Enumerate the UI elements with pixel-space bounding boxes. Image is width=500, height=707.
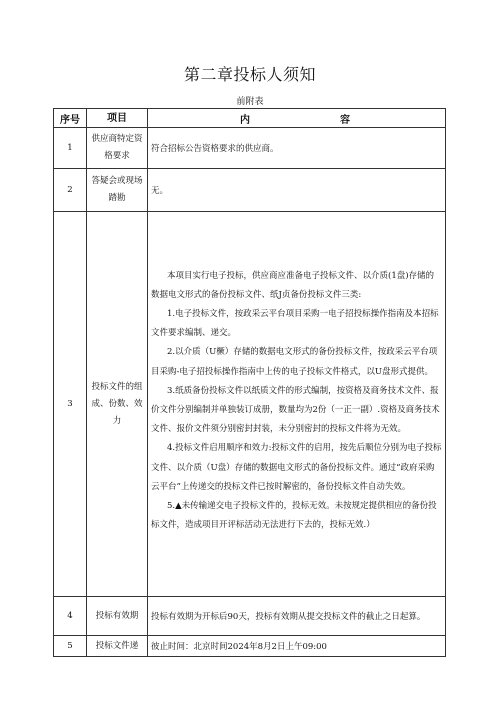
content-paragraph: 1.电子投标文件，按政采云平台项目采购一电子招投标操作指南及本招标文件要求编制、递交。: [151, 308, 439, 339]
instructions-table: [53, 108, 446, 657]
chapter-title: 第二章投标人须知: [183, 65, 316, 84]
row-index: 1: [54, 128, 87, 169]
row-content: [148, 212, 446, 597]
table-row: [54, 212, 446, 597]
content-paragraph: 4.投标文件启用顺序和效力:投标文件的启用，按先后顺位分别为电子投标文件、以介质（U盘）存储的数据电文形式的备份投标文件。通过“政府采购云平台”上传递交的投标文件已按时解密的，备份投标文件自动失效。: [151, 443, 442, 492]
row-index: 4: [54, 597, 87, 636]
row-item: 答疑会或现场踏勘: [87, 169, 148, 212]
table-row: [54, 636, 446, 657]
header-content: 内容: [148, 109, 446, 128]
table-caption: 前附表: [236, 97, 264, 107]
content-paragraph: 5.▲未传输递交电子投标文件的，投标无效。未按规定提供相应的备份投标文件，造成项目开评标活动无法进行下去的，投标无效.）: [151, 501, 437, 531]
row-content: 彼止时间：北京时间2024年8月2日上午09:00: [148, 636, 446, 657]
row-item: 供应商特定资格要求: [87, 128, 148, 169]
header-item: 项目: [87, 109, 148, 128]
content-paragraph: 2.以介质（U橛）存储的数据电文形式的备份投标文件，按政采云平台项目采购-电子招投标操作指南中上传的电子投标文件格式，以U盘形式提供。: [151, 347, 438, 377]
row-item: 投标文件递: [87, 636, 148, 657]
row-index: 5: [54, 636, 87, 657]
content-paragraph: 3.纸质备份投标文件以纸质文件的形式编制，按资格及商务技术文件、报价文件分别编制并单独装订成册，数量均为2份（一正一副）.资格及商务技术文件、报价文件须分别密封封装，未分别密封的投标文件将为无效。: [151, 385, 440, 435]
row-content: 符合招标公告资格要求的供应商。: [148, 128, 446, 169]
row-index: 2: [54, 169, 87, 212]
table-row: [54, 597, 446, 636]
table-header-row: [54, 109, 446, 128]
row-content: 无。: [148, 169, 446, 212]
row-content: 投标有效期为开标后90天，投标有效期从提交投标文件的截止之日起算。: [148, 597, 446, 636]
row-item: 投标有效期: [87, 597, 148, 636]
header-index: 序号: [54, 109, 87, 128]
table-row: [54, 169, 446, 212]
row-index: 3: [54, 212, 87, 597]
content-paragraph: 本项目实行电子投标，供应商应准备电子投标文件、以介质(1盘)存储的数据电文形式的备份投标文件、纸J贞备份投标文件三类:: [151, 270, 435, 300]
table-row: [54, 128, 446, 169]
row-item: 投标文件的组成、份数、效力: [87, 212, 148, 597]
